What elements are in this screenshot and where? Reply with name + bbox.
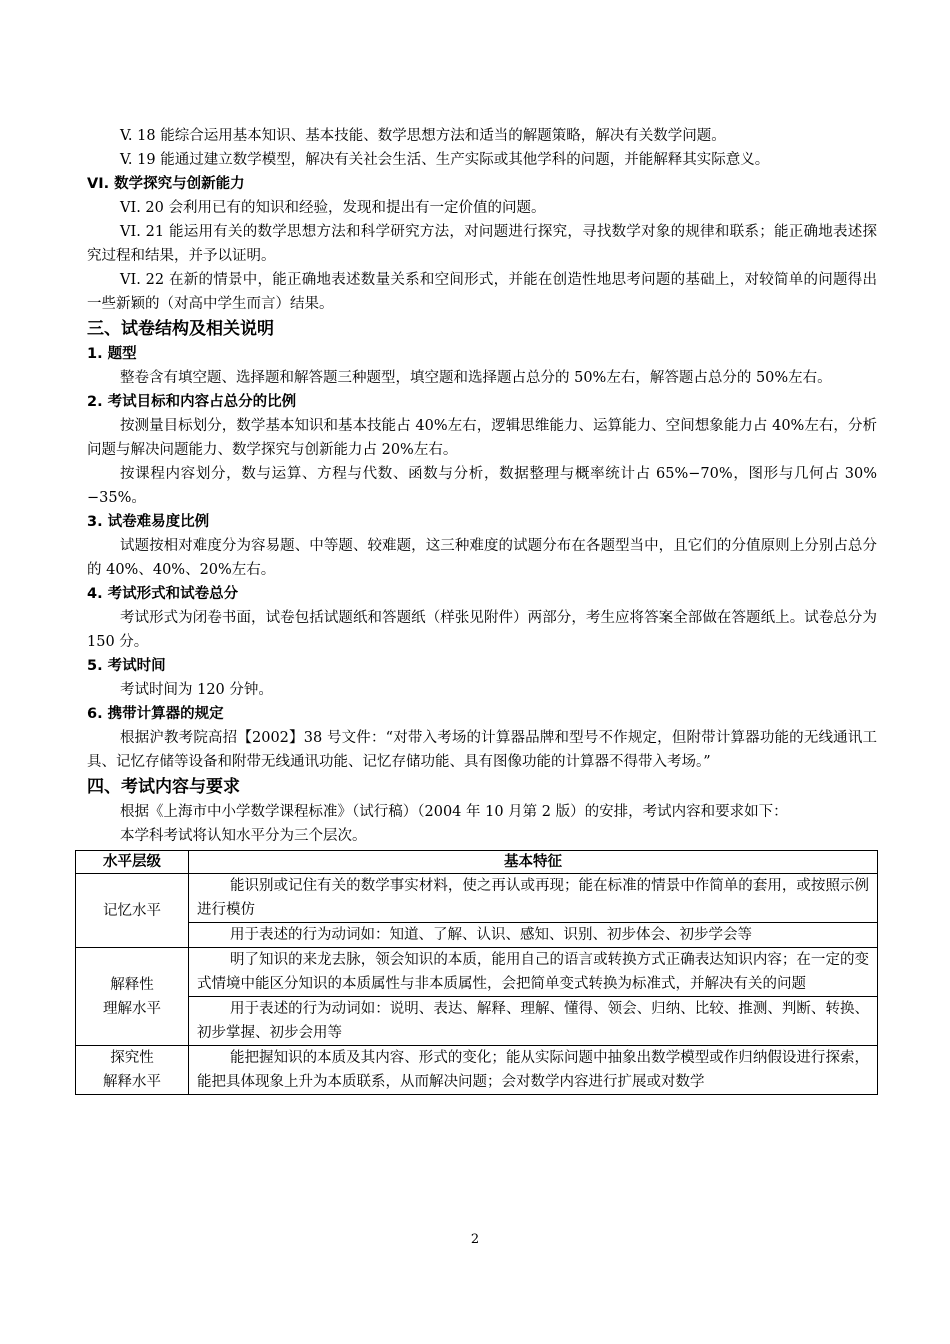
level-cell-explanatory	[76, 948, 189, 1046]
table-row	[76, 923, 878, 948]
level-cell-memory: 记忆水平	[76, 874, 189, 948]
page-content	[87, 124, 877, 1095]
level-label-line: 理解水平	[103, 1000, 161, 1017]
table-header-row	[76, 851, 878, 874]
paragraph-v18: V. 18 能综合运用基本知识、基本技能、数学思想方法和适当的解题策略，解决有关数学问题。	[120, 128, 726, 144]
exam-form-heading: 4. 考试形式和试卷总分	[87, 586, 239, 602]
calculator-text: 根据沪教考院高招【2002】38 号文件：“对带入考场的计算器品牌和型号不作规定，但附带计算器功能的无线通讯工具、记忆存储等设备和附带无线通讯功能、记忆存储功能、具有图像功能的计算器不得带入考场。”	[87, 730, 877, 770]
table-row	[76, 1046, 878, 1095]
score-ratio-text-1: 按测量目标划分，数学基本知识和基本技能占 40%左右，逻辑思维能力、运算能力、空间想象能力占 40%左右，分析问题与解决问题能力、数学探究与创新能力占 20%左右。	[87, 418, 877, 458]
level-label-line: 解释性	[110, 976, 154, 993]
question-type-heading: 1. 题型	[87, 346, 137, 362]
exam-form-text: 考试形式为闭卷书面，试卷包括试题纸和答题纸（样张见附件）两部分，考生应将答案全部做在答题纸上。试卷总分为 150 分。	[87, 610, 877, 650]
cognitive-levels-table	[75, 850, 878, 1095]
table-row	[76, 874, 878, 923]
part4-intro-2: 本学科考试将认知水平分为三个层次。	[120, 828, 367, 844]
score-ratio-text-2: 按课程内容划分，数与运算、方程与代数、函数与分析，数据整理与概率统计占 65%−70%，图形与几何占 30%−35%。	[87, 466, 877, 506]
paragraph-vi20: VI. 20 会利用已有的知识和经验，发现和提出有一定价值的问题。	[120, 200, 546, 216]
paragraph-v19: V. 19 能通过建立数学模型，解决有关社会生活、生产实际或其他学科的问题，并能解释其实际意义。	[120, 152, 770, 168]
paragraph-vi21: VI. 21 能运用有关的数学思想方法和科学研究方法，对问题进行探究，寻找数学对象的规律和联系；能正确地表述探究过程和结果，并予以证明。	[87, 224, 877, 264]
verbs-cell: 用于表述的行为动词如：说明、表达、解释、理解、懂得、领会、归纳、比较、推测、判断、转换、初步掌握、初步会用等	[189, 997, 878, 1046]
part3-heading: 三、试卷结构及相关说明	[87, 319, 274, 339]
section-vi-heading: VI. 数学探究与创新能力	[87, 176, 245, 192]
level-label-line: 解释水平	[103, 1074, 161, 1090]
difficulty-heading: 3. 试卷难易度比例	[87, 514, 210, 530]
feature-cell: 能识别或记住有关的数学事实材料，使之再认或再现；能在标准的情景中作简单的套用，或按照示例进行模仿	[189, 874, 878, 923]
table-header-level: 水平层级	[76, 851, 189, 874]
table-row	[76, 997, 878, 1046]
question-type-text: 整卷含有填空题、选择题和解答题三种题型，填空题和选择题占总分的 50%左右，解答题占总分的 50%左右。	[120, 370, 832, 386]
score-ratio-heading: 2. 考试目标和内容占总分的比例	[87, 394, 297, 410]
difficulty-text: 试题按相对难度分为容易题、中等题、较难题，这三种难度的试题分布在各题型当中，且它们的分值原则上分别占总分的 40%、40%、20%左右。	[87, 538, 877, 578]
feature-cell: 明了知识的来龙去脉，领会知识的本质，能用自己的语言或转换方式正确表达知识内容；在一定的变式情境中能区分知识的本质属性与非本质属性，会把简单变式转换为标准式，并解决有关的问题	[189, 948, 878, 997]
table-header-features: 基本特征	[189, 851, 878, 874]
part4-intro-1: 根据《上海市中小学数学课程标准》（试行稿）（2004 年 10 月第 2 版）的安排，考试内容和要求如下：	[120, 804, 788, 820]
verbs-cell: 用于表述的行为动词如：知道、了解、认识、感知、识别、初步体会、初步学会等	[189, 923, 878, 948]
calculator-heading: 6. 携带计算器的规定	[87, 706, 224, 722]
page-number: 2	[470, 1232, 480, 1247]
feature-cell: 能把握知识的本质及其内容、形式的变化；能从实际问题中抽象出数学模型或作归纳假设进行探索，能把具体现象上升为本质联系，从而解决问题；会对数学内容进行扩展或对数学	[189, 1046, 878, 1095]
level-cell-exploratory	[76, 1046, 189, 1095]
exam-time-text: 考试时间为 120 分钟。	[120, 682, 273, 698]
part4-heading: 四、考试内容与要求	[87, 777, 240, 797]
paragraph-vi22: VI. 22 在新的情景中，能正确地表述数量关系和空间形式，并能在创造性地思考问题的基础上，对较简单的问题得出一些新颖的（对高中学生而言）结果。	[87, 272, 877, 312]
exam-time-heading: 5. 考试时间	[87, 658, 166, 674]
level-label-line: 探究性	[110, 1050, 154, 1066]
table-row	[76, 948, 878, 997]
